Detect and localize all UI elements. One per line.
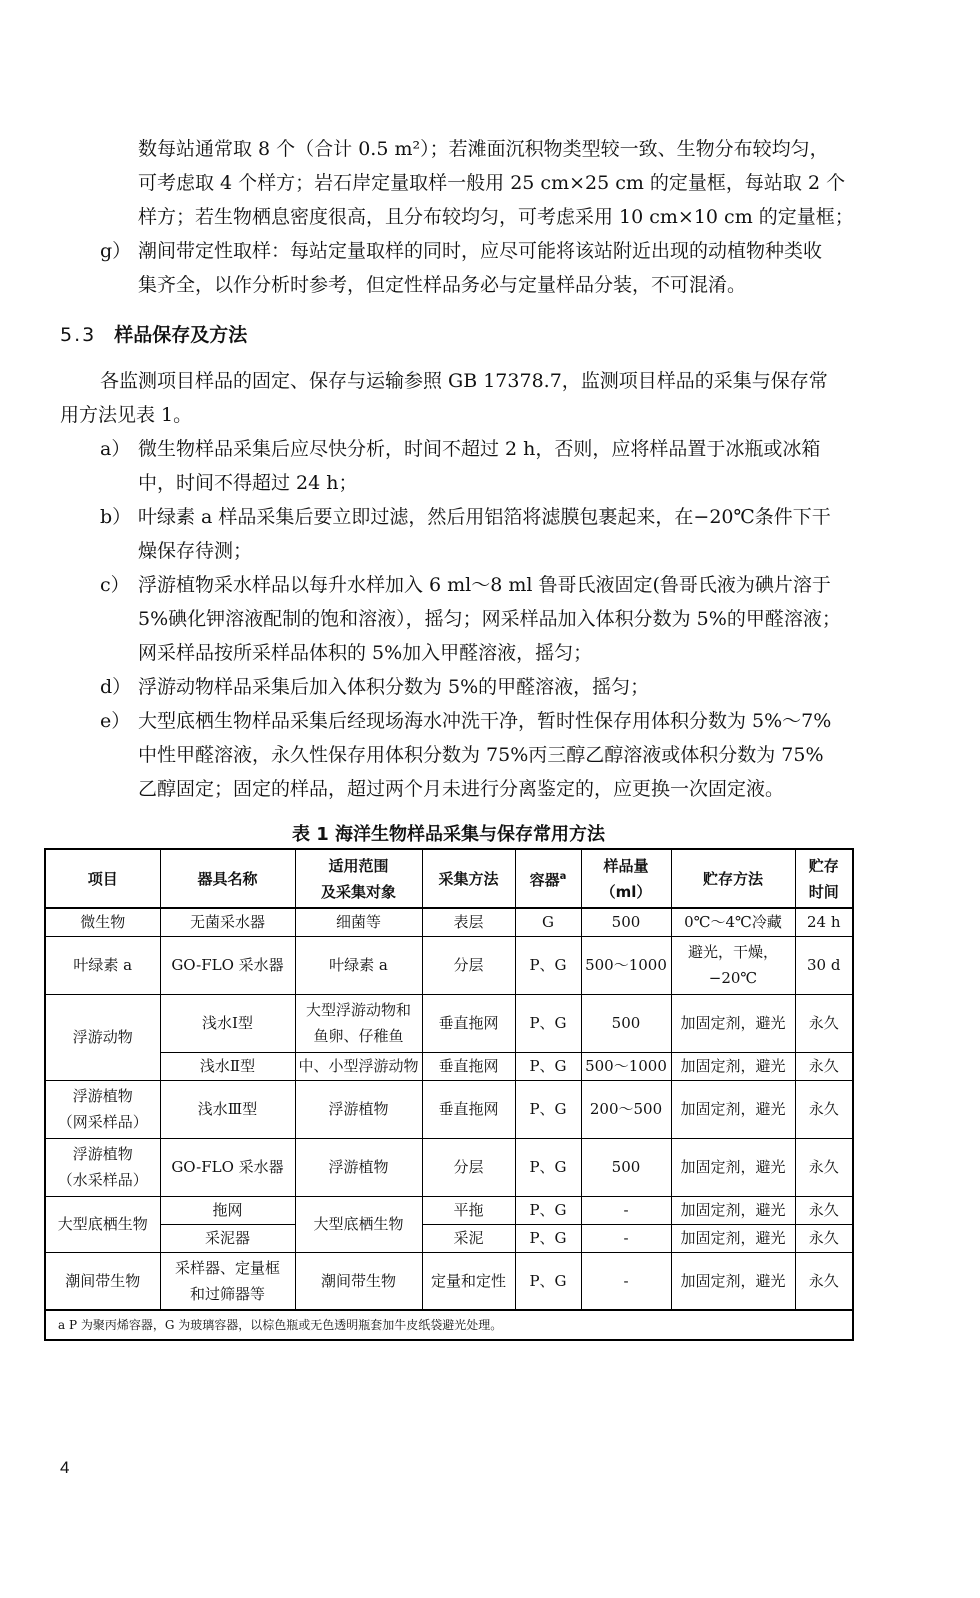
cell-method: 表层	[422, 908, 515, 936]
list-item-line: 中性甲醛溶液，永久性保存用体积分数为 75%丙三醇乙醇溶液或体积分数为 75%	[138, 744, 824, 766]
cell-method: 垂直拖网	[422, 1052, 515, 1080]
cell-tool: 浅水Ⅰ型	[160, 994, 295, 1052]
cell-time: 30 d	[795, 936, 853, 994]
cell-item: 浮游植物 （网采样品）	[45, 1080, 160, 1138]
cell-container: P、G	[515, 936, 581, 994]
cell-storage: 避光，干燥， −20℃	[671, 936, 795, 994]
list-item-line: 中，时间不得超过 24 h；	[138, 472, 358, 494]
table-row	[45, 1196, 853, 1224]
cell-amount: 500～1000	[581, 936, 671, 994]
cell-item: 叶绿素 a	[45, 936, 160, 994]
cell-time: 永久	[795, 1196, 853, 1224]
list-item-line: 燥保存待测；	[138, 540, 253, 562]
cell-tool: 采泥器	[160, 1224, 295, 1252]
table-row	[45, 908, 853, 936]
cell-storage: 加固定剂，避光	[671, 994, 795, 1052]
cell-time: 24 h	[795, 908, 853, 936]
list-item-line: 浮游植物采水样品以每升水样加入 6 ml～8 ml 鲁哥氏液固定(鲁哥氏液为碘片溶于	[138, 574, 831, 596]
header-tool: 器具名称	[160, 849, 295, 908]
header-time: 贮存 时间	[795, 849, 853, 908]
section-title: 样品保存及方法	[114, 324, 248, 346]
cell-item: 微生物	[45, 908, 160, 936]
cell-method: 采泥	[422, 1224, 515, 1252]
footnote-ref: a	[559, 871, 567, 882]
list-item-line: 浮游动物样品采集后加入体积分数为 5%的甲醛溶液，摇匀；	[138, 676, 650, 698]
cell-item: 大型底栖生物	[45, 1196, 160, 1252]
list-marker: c）	[100, 574, 130, 596]
table-row	[45, 1138, 853, 1196]
section-heading	[60, 318, 247, 352]
header-amount: 样品量 （ml）	[581, 849, 671, 908]
list-item-line: 大型底栖生物样品采集后经现场海水冲洗干净，暂时性保存用体积分数为 5%～7%	[138, 710, 832, 732]
cell-tool: GO-FLO 采水器	[160, 1138, 295, 1196]
cell-tool: 浅水Ⅱ型	[160, 1052, 295, 1080]
list-item-line: 乙醇固定；固定的样品，超过两个月未进行分离鉴定的，应更换一次固定液。	[138, 778, 785, 800]
table-row	[45, 1252, 853, 1310]
cell-tool: 拖网	[160, 1196, 295, 1224]
page-number: 4	[60, 1458, 70, 1477]
table-title: 表 1 海洋生物样品采集与保存常用方法	[291, 824, 606, 845]
list-item-line: 微生物样品采集后应尽快分析，时间不超过 2 h，否则，应将样品置于冰瓶或冰箱	[138, 438, 821, 460]
cell-method: 分层	[422, 1138, 515, 1196]
cell-method: 垂直拖网	[422, 1080, 515, 1138]
cell-storage: 加固定剂，避光	[671, 1052, 795, 1080]
cell-amount: 500	[581, 994, 671, 1052]
cell-time: 永久	[795, 1052, 853, 1080]
cell-amount: -	[581, 1196, 671, 1224]
cell-amount: 500	[581, 908, 671, 936]
cell-scope: 潮间带生物	[295, 1252, 422, 1310]
cell-storage: 加固定剂，避光	[671, 1138, 795, 1196]
table-header-row	[45, 849, 853, 908]
header-scope: 适用范围 及采集对象	[295, 849, 422, 908]
cell-item: 潮间带生物	[45, 1252, 160, 1310]
header-method: 采集方法	[422, 849, 515, 908]
cell-container: P、G	[515, 994, 581, 1052]
list-marker: a）	[100, 438, 131, 460]
paragraph-line: 各监测项目样品的固定、保存与运输参照 GB 17378.7，监测项目样品的采集与保存常	[100, 370, 828, 392]
list-marker: g）	[100, 240, 132, 262]
cell-time: 永久	[795, 1252, 853, 1310]
table-row	[45, 1224, 853, 1252]
cell-method: 定量和定性	[422, 1252, 515, 1310]
cell-storage: 加固定剂，避光	[671, 1252, 795, 1310]
cell-storage: 加固定剂，避光	[671, 1224, 795, 1252]
cell-scope: 浮游植物	[295, 1080, 422, 1138]
table-row	[45, 1052, 853, 1080]
cell-amount: 200～500	[581, 1080, 671, 1138]
cell-container: G	[515, 908, 581, 936]
cell-time: 永久	[795, 1080, 853, 1138]
list-item-line: 叶绿素 a 样品采集后要立即过滤，然后用铝箔将滤膜包裹起来，在−20℃条件下干	[138, 506, 831, 528]
cell-storage: 0℃～4℃冷藏	[671, 908, 795, 936]
cell-scope: 细菌等	[295, 908, 422, 936]
cell-time: 永久	[795, 1138, 853, 1196]
list-item-line: 5%碘化钾溶液配制的饱和溶液），摇匀；网采样品加入体积分数为 5%的甲醛溶液；	[138, 608, 841, 630]
cell-method: 平拖	[422, 1196, 515, 1224]
table-footnote: a P 为聚丙烯容器，G 为玻璃容器，以棕色瓶或无色透明瓶套加牛皮纸袋避光处理。	[45, 1310, 853, 1340]
list-item-line: 潮间带定性取样：每站定量取样的同时，应尽可能将该站附近出现的动植物种类收	[138, 240, 823, 262]
paragraph-line: 数每站通常取 8 个（合计 0.5 m²）；若滩面沉积物类型较一致、生物分布较均匀，	[138, 138, 829, 160]
header-container: 容器$^a$	[515, 849, 581, 908]
cell-time: 永久	[795, 1224, 853, 1252]
cell-container: P、G	[515, 1196, 581, 1224]
cell-item: 浮游动物	[45, 994, 160, 1080]
cell-container: P、G	[515, 1052, 581, 1080]
paragraph-line: 样方；若生物栖息密度很高，且分布较均匀，可考虑采用 10 cm×10 cm 的定量框；	[138, 206, 854, 228]
cell-method: 垂直拖网	[422, 994, 515, 1052]
cell-amount: 500	[581, 1138, 671, 1196]
list-marker: d）	[100, 676, 132, 698]
cell-scope: 大型底栖生物	[295, 1196, 422, 1252]
list-item-line: 集齐全，以作分析时参考，但定性样品务必与定量样品分装，不可混淆。	[138, 274, 747, 296]
cell-amount: 500～1000	[581, 1052, 671, 1080]
paragraph-line: 可考虑取 4 个样方；岩石岸定量取样一般用 25 cm×25 cm 的定量框，每站取 2 个	[138, 172, 846, 194]
cell-tool: GO-FLO 采水器	[160, 936, 295, 994]
cell-scope: 叶绿素 a	[295, 936, 422, 994]
cell-container: P、G	[515, 1080, 581, 1138]
cell-storage: 加固定剂，避光	[671, 1196, 795, 1224]
list-marker: e）	[100, 710, 131, 732]
cell-container: P、G	[515, 1252, 581, 1310]
cell-item: 浮游植物 （水采样品）	[45, 1138, 160, 1196]
table-row	[45, 936, 853, 994]
sampling-methods-table	[44, 848, 854, 1341]
paragraph-line: 用方法见表 1。	[60, 404, 193, 426]
cell-tool: 采样器、定量框 和过筛器等	[160, 1252, 295, 1310]
list-item-line: 网采样品按所采样品体积的 5%加入甲醛溶液，摇匀；	[138, 642, 593, 664]
cell-scope: 浮游植物	[295, 1138, 422, 1196]
cell-tool: 无菌采水器	[160, 908, 295, 936]
cell-container: P、G	[515, 1138, 581, 1196]
table-footnote-row	[45, 1310, 853, 1340]
table-row	[45, 994, 853, 1052]
header-item: 项目	[45, 849, 160, 908]
cell-scope: 中、小型浮游动物	[295, 1052, 422, 1080]
cell-amount: -	[581, 1252, 671, 1310]
cell-storage: 加固定剂，避光	[671, 1080, 795, 1138]
header-storage: 贮存方法	[671, 849, 795, 908]
cell-scope: 大型浮游动物和 鱼卵、仔稚鱼	[295, 994, 422, 1052]
table-row	[45, 1080, 853, 1138]
section-number: 5.3	[60, 324, 97, 346]
cell-time: 永久	[795, 994, 853, 1052]
list-marker: b）	[100, 506, 132, 528]
cell-amount: -	[581, 1224, 671, 1252]
cell-container: P、G	[515, 1224, 581, 1252]
cell-tool: 浅水Ⅲ型	[160, 1080, 295, 1138]
cell-method: 分层	[422, 936, 515, 994]
